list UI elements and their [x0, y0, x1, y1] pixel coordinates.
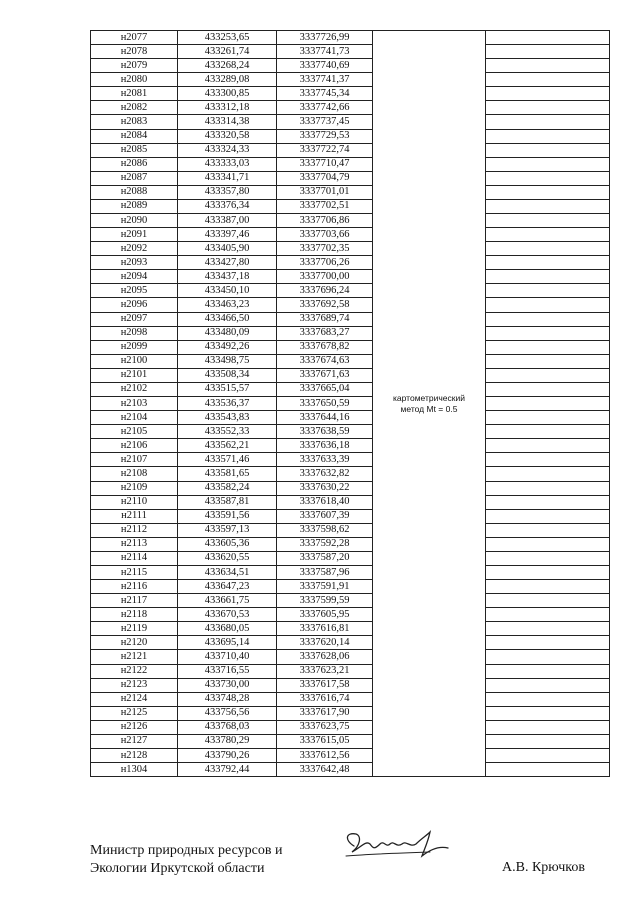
- empty-cell: [486, 298, 610, 312]
- point-id-cell: н2088: [91, 185, 178, 199]
- point-id-cell: н2128: [91, 748, 178, 762]
- table-row: [91, 551, 610, 565]
- table-row: [91, 425, 610, 439]
- y-coordinate-cell: 3337703,66: [277, 228, 373, 242]
- point-id-cell: н2109: [91, 481, 178, 495]
- empty-cell: [486, 45, 610, 59]
- point-id-cell: н2119: [91, 622, 178, 636]
- empty-cell: [486, 284, 610, 298]
- point-id-cell: н2121: [91, 650, 178, 664]
- empty-cell: [486, 453, 610, 467]
- table-row: [91, 509, 610, 523]
- table-row: [91, 397, 610, 411]
- y-coordinate-cell: 3337612,56: [277, 748, 373, 762]
- point-id-cell: н2127: [91, 734, 178, 748]
- x-coordinate-cell: 433730,00: [178, 678, 277, 692]
- empty-cell: [486, 763, 610, 777]
- y-coordinate-cell: 3337587,96: [277, 565, 373, 579]
- point-id-cell: н2115: [91, 565, 178, 579]
- y-coordinate-cell: 3337700,00: [277, 270, 373, 284]
- table-row: [91, 185, 610, 199]
- point-id-cell: н2123: [91, 678, 178, 692]
- y-coordinate-cell: 3337644,16: [277, 411, 373, 425]
- y-coordinate-cell: 3337628,06: [277, 650, 373, 664]
- y-coordinate-cell: 3337726,99: [277, 31, 373, 45]
- empty-cell: [486, 580, 610, 594]
- table-row: [91, 45, 610, 59]
- x-coordinate-cell: 433768,03: [178, 720, 277, 734]
- coordinates-table: [90, 30, 610, 777]
- empty-cell: [486, 326, 610, 340]
- position-line-2: Экологии Иркутской области: [90, 861, 265, 876]
- point-id-cell: н2082: [91, 101, 178, 115]
- point-id-cell: н2083: [91, 115, 178, 129]
- signatory-name: А.В. Крючков: [502, 860, 585, 875]
- point-id-cell: н2118: [91, 608, 178, 622]
- point-id-cell: н2120: [91, 636, 178, 650]
- table-row: [91, 608, 610, 622]
- empty-cell: [486, 748, 610, 762]
- y-coordinate-cell: 3337678,82: [277, 340, 373, 354]
- table-row: [91, 594, 610, 608]
- point-id-cell: н2117: [91, 594, 178, 608]
- y-coordinate-cell: 3337665,04: [277, 382, 373, 396]
- table-row: [91, 368, 610, 382]
- y-coordinate-cell: 3337692,58: [277, 298, 373, 312]
- x-coordinate-cell: 433253,65: [178, 31, 277, 45]
- point-id-cell: н2091: [91, 228, 178, 242]
- empty-cell: [486, 565, 610, 579]
- table-row: [91, 270, 610, 284]
- y-coordinate-cell: 3337741,37: [277, 73, 373, 87]
- empty-cell: [486, 425, 610, 439]
- table-row: [91, 692, 610, 706]
- point-id-cell: н2086: [91, 157, 178, 171]
- empty-cell: [486, 734, 610, 748]
- point-id-cell: н2099: [91, 340, 178, 354]
- empty-cell: [486, 185, 610, 199]
- y-coordinate-cell: 3337632,82: [277, 467, 373, 481]
- x-coordinate-cell: 433562,21: [178, 439, 277, 453]
- y-coordinate-cell: 3337616,81: [277, 622, 373, 636]
- y-coordinate-cell: 3337696,24: [277, 284, 373, 298]
- y-coordinate-cell: 3337599,59: [277, 594, 373, 608]
- point-id-cell: н2116: [91, 580, 178, 594]
- table-row: [91, 340, 610, 354]
- x-coordinate-cell: 433376,34: [178, 199, 277, 213]
- point-id-cell: н2106: [91, 439, 178, 453]
- empty-cell: [486, 678, 610, 692]
- empty-cell: [486, 720, 610, 734]
- table-row: [91, 537, 610, 551]
- x-coordinate-cell: 433591,56: [178, 509, 277, 523]
- x-coordinate-cell: 433587,81: [178, 495, 277, 509]
- x-coordinate-cell: 433508,34: [178, 368, 277, 382]
- y-coordinate-cell: 3337742,66: [277, 101, 373, 115]
- y-coordinate-cell: 3337616,74: [277, 692, 373, 706]
- y-coordinate-cell: 3337630,22: [277, 481, 373, 495]
- y-coordinate-cell: 3337706,86: [277, 214, 373, 228]
- empty-cell: [486, 382, 610, 396]
- x-coordinate-cell: 433620,55: [178, 551, 277, 565]
- y-coordinate-cell: 3337591,91: [277, 580, 373, 594]
- x-coordinate-cell: 433320,58: [178, 129, 277, 143]
- x-coordinate-cell: 433581,65: [178, 467, 277, 481]
- point-id-cell: н2080: [91, 73, 178, 87]
- point-id-cell: н2111: [91, 509, 178, 523]
- x-coordinate-cell: 433405,90: [178, 242, 277, 256]
- point-id-cell: н2105: [91, 425, 178, 439]
- point-id-cell: н2107: [91, 453, 178, 467]
- table-row: [91, 411, 610, 425]
- empty-cell: [486, 650, 610, 664]
- x-coordinate-cell: 433300,85: [178, 87, 277, 101]
- table-row: [91, 720, 610, 734]
- x-coordinate-cell: 433680,05: [178, 622, 277, 636]
- empty-cell: [486, 495, 610, 509]
- point-id-cell: н2077: [91, 31, 178, 45]
- empty-cell: [486, 397, 610, 411]
- point-id-cell: н2081: [91, 87, 178, 101]
- point-id-cell: н2094: [91, 270, 178, 284]
- empty-cell: [486, 242, 610, 256]
- empty-cell: [486, 157, 610, 171]
- empty-cell: [486, 537, 610, 551]
- table-row: [91, 284, 610, 298]
- x-coordinate-cell: 433661,75: [178, 594, 277, 608]
- y-coordinate-cell: 3337674,63: [277, 354, 373, 368]
- y-coordinate-cell: 3337706,26: [277, 256, 373, 270]
- empty-cell: [486, 31, 610, 45]
- y-coordinate-cell: 3337683,27: [277, 326, 373, 340]
- y-coordinate-cell: 3337592,28: [277, 537, 373, 551]
- table-row: [91, 467, 610, 481]
- method-cell: [373, 31, 486, 777]
- table-row: [91, 87, 610, 101]
- table-row: [91, 580, 610, 594]
- y-coordinate-cell: 3337617,58: [277, 678, 373, 692]
- point-id-cell: н2097: [91, 312, 178, 326]
- x-coordinate-cell: 433716,55: [178, 664, 277, 678]
- point-id-cell: н2095: [91, 284, 178, 298]
- empty-cell: [486, 706, 610, 720]
- empty-cell: [486, 664, 610, 678]
- table-row: [91, 734, 610, 748]
- point-id-cell: н2085: [91, 143, 178, 157]
- empty-cell: [486, 523, 610, 537]
- point-id-cell: н2078: [91, 45, 178, 59]
- table-row: [91, 59, 610, 73]
- empty-cell: [486, 171, 610, 185]
- point-id-cell: н2102: [91, 382, 178, 396]
- y-coordinate-cell: 3337737,45: [277, 115, 373, 129]
- point-id-cell: н2084: [91, 129, 178, 143]
- table-row: [91, 636, 610, 650]
- y-coordinate-cell: 3337650,59: [277, 397, 373, 411]
- y-coordinate-cell: 3337617,90: [277, 706, 373, 720]
- table-row: [91, 129, 610, 143]
- empty-cell: [486, 101, 610, 115]
- x-coordinate-cell: 433670,53: [178, 608, 277, 622]
- empty-cell: [486, 129, 610, 143]
- table-row: [91, 157, 610, 171]
- point-id-cell: н2104: [91, 411, 178, 425]
- y-coordinate-cell: 3337701,01: [277, 185, 373, 199]
- empty-cell: [486, 199, 610, 213]
- point-id-cell: н2089: [91, 199, 178, 213]
- table-row: [91, 228, 610, 242]
- method-line-1: картометрический: [393, 392, 465, 403]
- x-coordinate-cell: 433582,24: [178, 481, 277, 495]
- table-row: [91, 382, 610, 396]
- x-coordinate-cell: 433790,26: [178, 748, 277, 762]
- x-coordinate-cell: 433492,26: [178, 340, 277, 354]
- handwritten-signature: [340, 826, 455, 866]
- x-coordinate-cell: 433312,18: [178, 101, 277, 115]
- point-id-cell: н2093: [91, 256, 178, 270]
- y-coordinate-cell: 3337729,53: [277, 129, 373, 143]
- empty-cell: [486, 143, 610, 157]
- x-coordinate-cell: 433397,46: [178, 228, 277, 242]
- table-row: [91, 664, 610, 678]
- y-coordinate-cell: 3337607,39: [277, 509, 373, 523]
- method-line-2: метод Mt = 0.5: [400, 403, 458, 414]
- empty-cell: [486, 270, 610, 284]
- x-coordinate-cell: 433792,44: [178, 763, 277, 777]
- x-coordinate-cell: 433695,14: [178, 636, 277, 650]
- x-coordinate-cell: 433480,09: [178, 326, 277, 340]
- point-id-cell: н2090: [91, 214, 178, 228]
- y-coordinate-cell: 3337623,75: [277, 720, 373, 734]
- y-coordinate-cell: 3337702,51: [277, 199, 373, 213]
- empty-cell: [486, 87, 610, 101]
- point-id-cell: н1304: [91, 763, 178, 777]
- point-id-cell: н2124: [91, 692, 178, 706]
- y-coordinate-cell: 3337704,79: [277, 171, 373, 185]
- empty-cell: [486, 622, 610, 636]
- point-id-cell: н2087: [91, 171, 178, 185]
- table-row: [91, 242, 610, 256]
- table-row: [91, 650, 610, 664]
- x-coordinate-cell: 433605,36: [178, 537, 277, 551]
- x-coordinate-cell: 433515,57: [178, 382, 277, 396]
- y-coordinate-cell: 3337710,47: [277, 157, 373, 171]
- x-coordinate-cell: 433289,08: [178, 73, 277, 87]
- x-coordinate-cell: 433450,10: [178, 284, 277, 298]
- x-coordinate-cell: 433647,23: [178, 580, 277, 594]
- x-coordinate-cell: 433748,28: [178, 692, 277, 706]
- x-coordinate-cell: 433634,51: [178, 565, 277, 579]
- table-row: [91, 453, 610, 467]
- x-coordinate-cell: 433552,33: [178, 425, 277, 439]
- point-id-cell: н2114: [91, 551, 178, 565]
- table-row: [91, 312, 610, 326]
- x-coordinate-cell: 433437,18: [178, 270, 277, 284]
- table-row: [91, 523, 610, 537]
- empty-cell: [486, 411, 610, 425]
- x-coordinate-cell: 433341,71: [178, 171, 277, 185]
- empty-cell: [486, 115, 610, 129]
- empty-cell: [486, 214, 610, 228]
- y-coordinate-cell: 3337620,14: [277, 636, 373, 650]
- table-row: [91, 678, 610, 692]
- x-coordinate-cell: 433261,74: [178, 45, 277, 59]
- y-coordinate-cell: 3337722,74: [277, 143, 373, 157]
- empty-cell: [486, 368, 610, 382]
- point-id-cell: н2096: [91, 298, 178, 312]
- y-coordinate-cell: 3337615,05: [277, 734, 373, 748]
- table-row: [91, 706, 610, 720]
- x-coordinate-cell: 433543,83: [178, 411, 277, 425]
- table-row: [91, 565, 610, 579]
- y-coordinate-cell: 3337745,34: [277, 87, 373, 101]
- empty-cell: [486, 312, 610, 326]
- x-coordinate-cell: 433498,75: [178, 354, 277, 368]
- x-coordinate-cell: 433710,40: [178, 650, 277, 664]
- empty-cell: [486, 594, 610, 608]
- table-row: [91, 31, 610, 45]
- x-coordinate-cell: 433268,24: [178, 59, 277, 73]
- table-row: [91, 143, 610, 157]
- point-id-cell: н2113: [91, 537, 178, 551]
- table-row: [91, 115, 610, 129]
- table-row: [91, 439, 610, 453]
- y-coordinate-cell: 3337633,39: [277, 453, 373, 467]
- point-id-cell: н2103: [91, 397, 178, 411]
- point-id-cell: н2100: [91, 354, 178, 368]
- x-coordinate-cell: 433427,80: [178, 256, 277, 270]
- signatory-position: [90, 842, 282, 878]
- point-id-cell: н2098: [91, 326, 178, 340]
- table-row: [91, 298, 610, 312]
- point-id-cell: н2126: [91, 720, 178, 734]
- x-coordinate-cell: 433324,33: [178, 143, 277, 157]
- x-coordinate-cell: 433314,38: [178, 115, 277, 129]
- x-coordinate-cell: 433780,29: [178, 734, 277, 748]
- empty-cell: [486, 256, 610, 270]
- y-coordinate-cell: 3337605,95: [277, 608, 373, 622]
- y-coordinate-cell: 3337642,48: [277, 763, 373, 777]
- x-coordinate-cell: 433357,80: [178, 185, 277, 199]
- y-coordinate-cell: 3337741,73: [277, 45, 373, 59]
- empty-cell: [486, 509, 610, 523]
- point-id-cell: н2079: [91, 59, 178, 73]
- y-coordinate-cell: 3337689,74: [277, 312, 373, 326]
- y-coordinate-cell: 3337636,18: [277, 439, 373, 453]
- empty-cell: [486, 551, 610, 565]
- y-coordinate-cell: 3337638,59: [277, 425, 373, 439]
- empty-cell: [486, 692, 610, 706]
- point-id-cell: н2122: [91, 664, 178, 678]
- point-id-cell: н2101: [91, 368, 178, 382]
- table-row: [91, 748, 610, 762]
- table-row: [91, 622, 610, 636]
- x-coordinate-cell: 433597,13: [178, 523, 277, 537]
- table-row: [91, 73, 610, 87]
- table-row: [91, 214, 610, 228]
- point-id-cell: н2108: [91, 467, 178, 481]
- y-coordinate-cell: 3337598,62: [277, 523, 373, 537]
- table-row: [91, 101, 610, 115]
- point-id-cell: н2110: [91, 495, 178, 509]
- table-row: [91, 481, 610, 495]
- y-coordinate-cell: 3337618,40: [277, 495, 373, 509]
- table-row: [91, 256, 610, 270]
- point-id-cell: н2125: [91, 706, 178, 720]
- empty-cell: [486, 59, 610, 73]
- table-row: [91, 354, 610, 368]
- table-row: [91, 326, 610, 340]
- x-coordinate-cell: 433756,56: [178, 706, 277, 720]
- point-id-cell: н2112: [91, 523, 178, 537]
- y-coordinate-cell: 3337740,69: [277, 59, 373, 73]
- y-coordinate-cell: 3337623,21: [277, 664, 373, 678]
- x-coordinate-cell: 433387,00: [178, 214, 277, 228]
- point-id-cell: н2092: [91, 242, 178, 256]
- x-coordinate-cell: 433571,46: [178, 453, 277, 467]
- table-row: [91, 171, 610, 185]
- empty-cell: [486, 228, 610, 242]
- empty-cell: [486, 481, 610, 495]
- x-coordinate-cell: 433333,03: [178, 157, 277, 171]
- table-row: [91, 495, 610, 509]
- table-row: [91, 199, 610, 213]
- x-coordinate-cell: 433466,50: [178, 312, 277, 326]
- empty-cell: [486, 636, 610, 650]
- empty-cell: [486, 439, 610, 453]
- empty-cell: [486, 608, 610, 622]
- y-coordinate-cell: 3337702,35: [277, 242, 373, 256]
- y-coordinate-cell: 3337671,63: [277, 368, 373, 382]
- empty-cell: [486, 467, 610, 481]
- empty-cell: [486, 354, 610, 368]
- empty-cell: [486, 73, 610, 87]
- empty-cell: [486, 340, 610, 354]
- x-coordinate-cell: 433536,37: [178, 397, 277, 411]
- table-row: [91, 763, 610, 777]
- y-coordinate-cell: 3337587,20: [277, 551, 373, 565]
- position-line-1: Министр природных ресурсов и: [90, 843, 283, 858]
- x-coordinate-cell: 433463,23: [178, 298, 277, 312]
